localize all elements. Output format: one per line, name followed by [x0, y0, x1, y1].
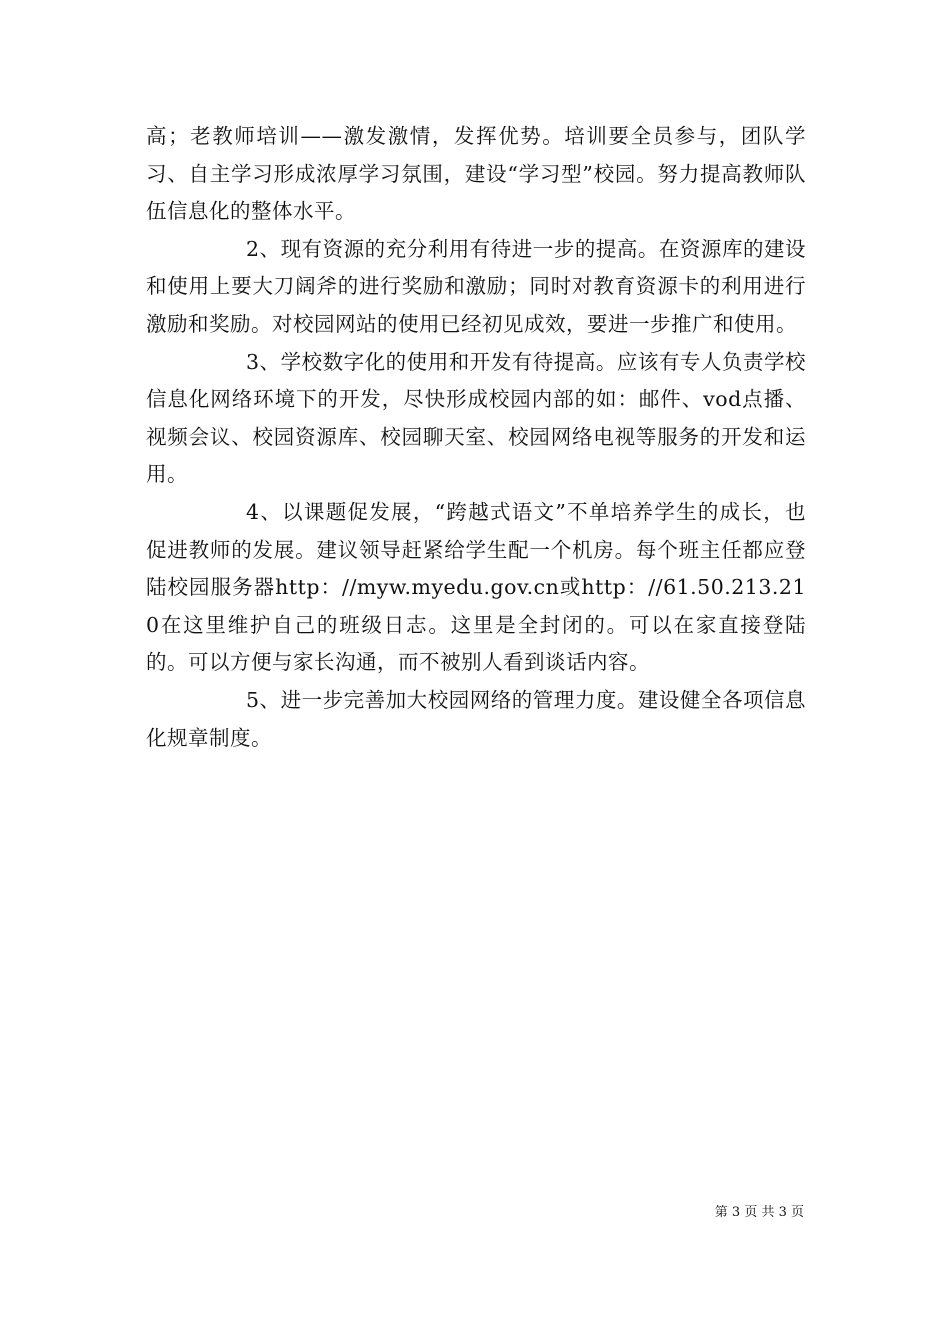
paragraph-intro: 高；老教师培训——激发激情，发挥优势。培训要全员参与，团队学习、自主学习形成浓厚学习氛围，建设“学习型”校园。努力提高教师队伍信息化的整体水平。	[146, 124, 806, 224]
page-number-footer: 第 3 页 共 3 页	[714, 1205, 804, 1220]
paragraph-item-4: 4、以课题促发展，“跨越式语文”不单培养学生的成长，也促进教师的发展。建议领导赶紧给学生配一个机房。每个班主任都应登陆校园服务器http：//myw.myedu.gov.cn或http：//61.50.213.210在这里维护自己的班级日志。这里是全封闭的。可以在家直接登陆的。可以方便与家长沟通，而不被别人看到谈话内容。	[146, 499, 806, 675]
paragraph-item-5: 5、进一步完善加大校园网络的管理力度。建设健全各项信息化规章制度。	[146, 687, 806, 750]
paragraph-item-2: 2、现有资源的充分利用有待进一步的提高。在资源库的建设和使用上要大刀阔斧的进行奖励和激励；同时对教育资源卡的利用进行激励和奖励。对校园网站的使用已经初见成效，要进一步推广和使用。	[146, 236, 806, 336]
paragraph-item-3: 3、学校数字化的使用和开发有待提高。应该有专人负责学校信息化网络环境下的开发，尽快形成校园内部的如：邮件、vod点播、视频会议、校园资源库、校园聊天室、校园网络电视等服务的开发和运用。	[146, 349, 806, 487]
document-body	[146, 118, 806, 757]
